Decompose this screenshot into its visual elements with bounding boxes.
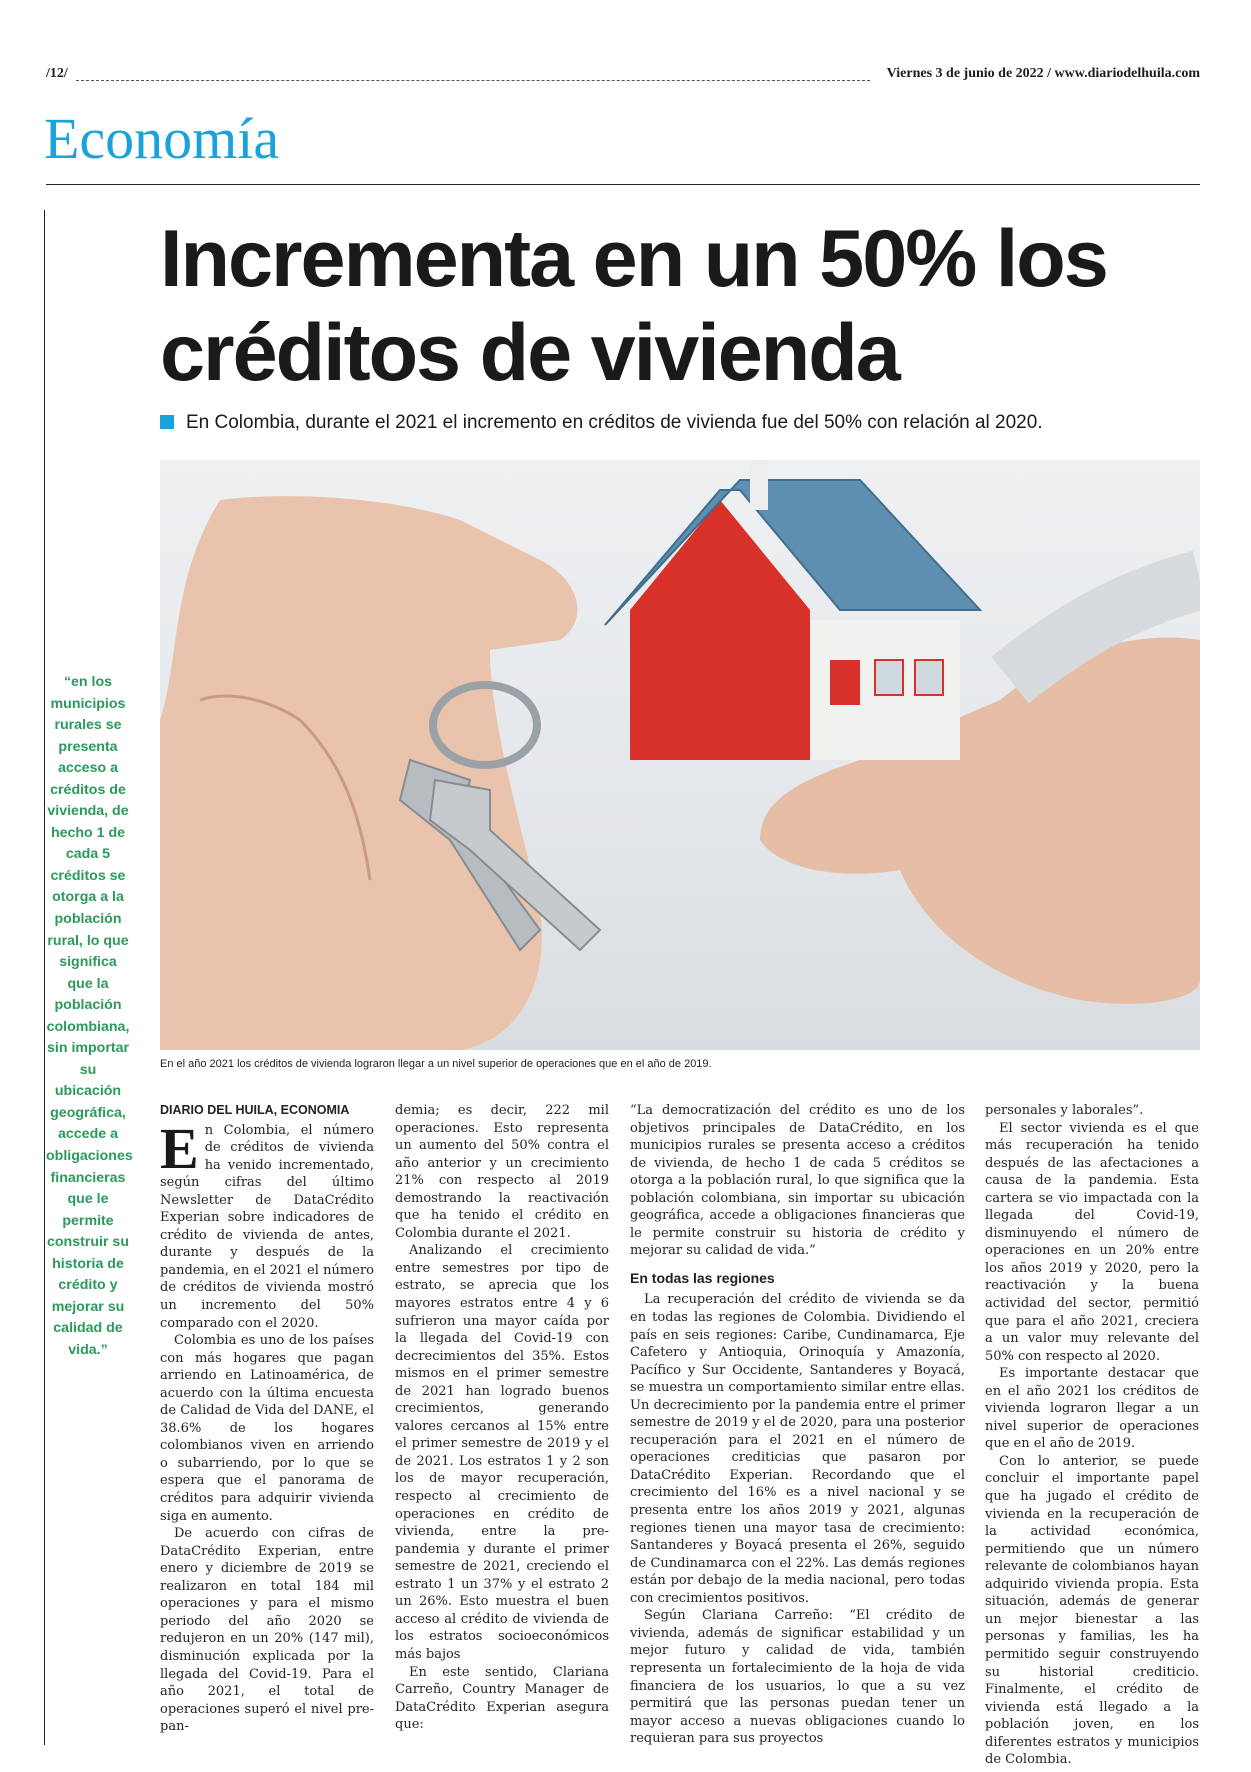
hands-keys-house-illustration [160,460,1200,1050]
section-title: Economía [44,106,280,171]
column-2-paragraph-1: demia; es decir, 222 mil operaciones. Esto representa un aumento del 50% contra el año anterior y un crecimiento 21% con respecto al 2019 demostrando la reactivación que ha tenido el crédito en Colombia durante el 2021. [395,1103,609,1241]
column-3-paragraph-3: Según Clariana Carreño: “El crédito de vivienda, además de significar estabilidad y un mejor futuro y calidad de vida, también representa un fortalecimiento de la hoja de vida financiera de los usuarios, lo que a su vez permitirá que las personas puedan tener un mayor acceso a nuevas obligaciones cuando lo requieran para sus proyectos [630,1608,965,1747]
column-4-paragraph-3: Es importante destacar que en el año 2021 los créditos de vivienda lograron llegar a un nivel superior de operaciones que en el año de 2019. [985,1366,1199,1452]
column-4-paragraph-1: personales y laborales”. [985,1103,1144,1118]
column-3-subhead: En todas las regiones [630,1269,775,1286]
drop-cap: E [160,1115,199,1181]
column-3-paragraph-2: La recuperación del crédito de vivienda se da en todas las regiones de Colombia. Dividiendo el país en seis regiones: Caribe, Cundinamarca, Eje Cafetero y Antioquia, Orinoquía y Amazonía, Pacífico y Sur Occidente, Santanderes y Boyacá, se muestra un comportamiento similar entre ellas. Un decrecimiento por la pandemia entre el primer semestre de 2019 y el de 2020, para una posterior recuperación para el 2021 en el número de operaciones crediticias que pasaron por DataCrédito Experian. Recordando que el crecimiento del 16% es a nivel nacional y se presenta entre los años 2019 y 2021, algunas regiones tienen una mayor tasa de crecimiento: Santanderes y Boyacá presenta el 26%, seguido de Cundinamarca con el 22%. Las demás regiones están por debajo de la media nacional, pero todas con crecimientos positivos. [630,1292,965,1606]
pull-quote: “en los municipios rurales se presenta acceso a créditos de vivienda, de hecho 1 de cada 5 créditos se otorga a la población rural, lo que significa que la población colombiana, sin importar su ubicación geográfica, accede a obligaciones financieras que le permite construir su historia de crédito y mejorar su calidad de vida.” [46,674,133,1358]
column-1-paragraph-3: De acuerdo con cifras de DataCrédito Experian, entre enero y diciembre de 2019 se realizaron en total 184 mil operaciones y para el mismo periodo del año 2020 se redujeron en un 20% (147 mil), disminución explicada por la llegada del Covid-19. Para el año 2021, el total de operaciones superó el nivel pre-pan- [160,1526,374,1735]
column-2-paragraph-2: Analizando el crecimiento entre semestres por tipo de estrato, se aprecia que los mayores estratos entre 4 y 6 sufrieron una mayor caída por la llegada del Covid-19 con decrecimientos del 35%. Estos mismos en el primer semestre de 2021 han logrado buenos crecimientos, generando valores cercanos al 15% entre el primer semestre de 2019 y el de 2021. Los estratos 1 y 2 son los de mayor recuperación, respecto al crecimiento de operaciones en crédito de vivienda, entre la pre- pandemia y durante el primer semestre de 2021, creciendo el estrato 1 un 37% y el estrato 2 un 26%. Esto muestra el buen acceso al crédito de vivienda de los estratos socioeconómicos más bajos [395,1243,609,1662]
column-4-paragraph-4: Con lo anterior, se puede concluir el importante papel que ha jugado el crédito de vivienda en la recuperación de la actividad económica, permitiendo que un número relevante de colombianos hayan adquirido vivienda propia. Esta situación, además de generar un mejor bienestar a las personas y familias, les ha permitido seguir construyendo su historial crediticio. Finalmente, el crédito de vivienda está llegado a la población joven, en los diferentes estratos y municipios de Colombia. [985,1453,1199,1768]
kicker: DIARIO DEL HUILA, ECONOMIA [160,1103,350,1117]
house-window-two [915,660,943,695]
left-hand [160,496,577,1050]
article-column-3 [630,1102,965,1748]
article-photo [160,460,1200,1050]
deck [160,410,1200,436]
photo-caption: En el año 2021 los créditos de vivienda lograron llegar a un nivel superior de operaciones que en el año de 2019. [160,1058,712,1070]
column-1-paragraph-2: Colombia es uno de los países con más hogares que pagan arriendo en Latinoamérica, de acuerdo con la última encuesta de Calidad de Vida del DANE, el 38.6% de los hogares colombianos viven en arriendo o subarriendo, por lo que se espera que el panorama de créditos para adquirir vivienda siga en aumento. [160,1333,374,1524]
sidebar-divider [44,210,45,1745]
headline: Incrementa en un 50% los créditos de vivienda [160,214,1107,398]
header-divider [76,80,870,81]
dateline: Viernes 3 de junio de 2022 / www.diariodelhuila.com [886,66,1200,81]
article-column-1 [160,1102,374,1736]
deck-square-icon [160,415,174,429]
page-number: /12/ [46,66,68,81]
section-rule [46,184,1200,185]
column-3-paragraph-1: “La democratización del crédito es uno de los objetivos principales de DataCrédito, en los municipios rurales se presenta acceso a créditos de vivienda, de hecho 1 de cada 5 créditos se otorga a la población rural, lo que significa que la población colombiana, sin importar su ubicación geográfica, accede a obligaciones financieras que le permite construir su historia de crédito y mejorar su calidad de vida.” [630,1103,965,1259]
article-column-4 [985,1102,1199,1769]
chimney [750,460,768,510]
column-4-paragraph-2: El sector vivienda es el que más recuperación ha tenido después de las afectaciones a causa de la pandemia. Esta cartera se vio impactada con la llegada del Covid-19, disminuyendo el número de operaciones en un 20% entre los años 2019 y 2020, pero la reactivación y la buena actividad del sector, permitió que para el año 2021, creciera a un valor muy relevante del 50% con respecto al 2020. [985,1120,1199,1364]
house-door [830,660,860,705]
column-1-paragraph-1: En Colombia, el número de créditos de vivienda ha venido incrementado, según cifras del último Newsletter de DataCrédito Experian sobre indicadores de crédito de vivienda de antes, durante y después de la pandemia, en el 2021 el número de créditos de vivienda mostró un incremento del 50% comparado con el 2020. [160,1115,374,1331]
deck-text: En Colombia, durante el 2021 el incremento en créditos de vivienda fue del 50% con relación al 2020. [186,412,1043,433]
page-header [46,66,1200,88]
house-window-one [875,660,903,695]
article-column-2 [395,1102,609,1734]
column-2-paragraph-3: En este sentido, Clariana Carreño, Country Manager de DataCrédito Experian asegura que: [395,1664,609,1733]
